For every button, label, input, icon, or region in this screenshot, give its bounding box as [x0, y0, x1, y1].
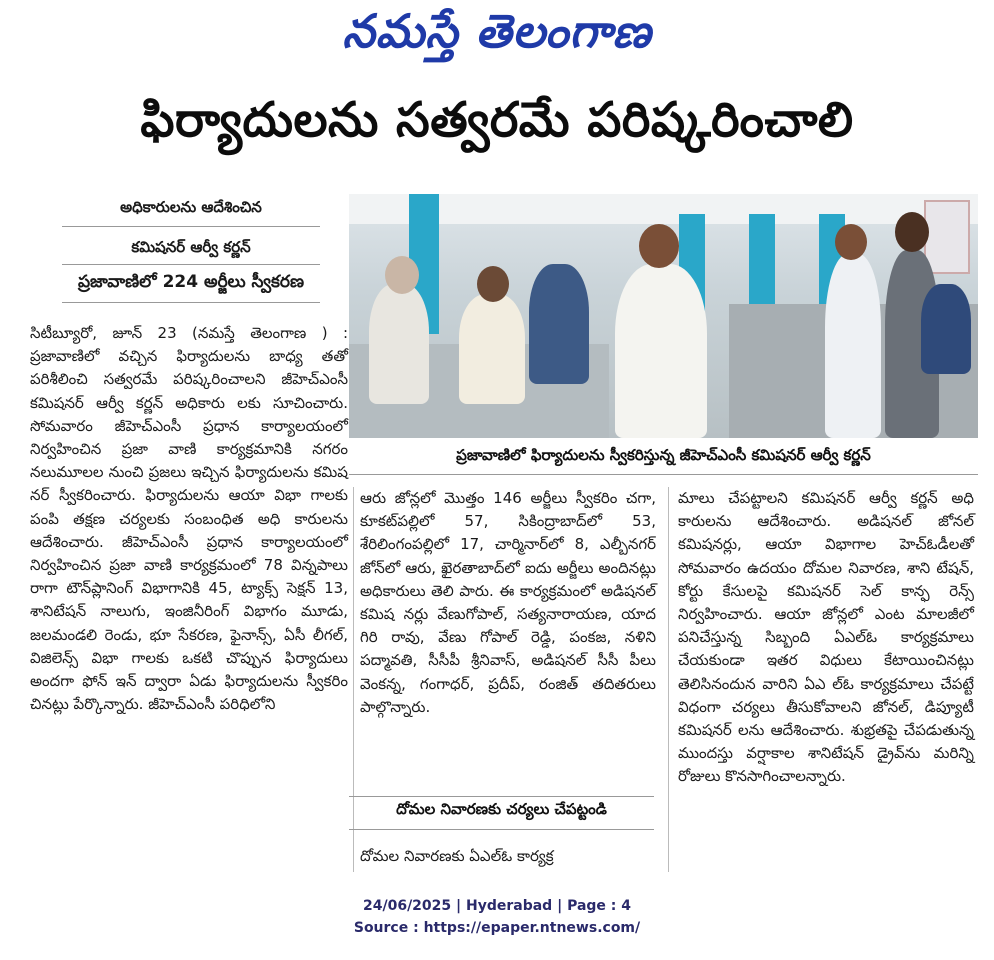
photo-person	[825, 254, 881, 438]
deck-divider	[62, 226, 320, 227]
deck-divider	[62, 264, 320, 265]
deck-line-2: కమిషనర్ ఆర్వీ కర్ణన్	[131, 238, 251, 256]
photo-caption: ప్రజావాణిలో ఫిర్యాదులను స్వీకరిస్తున్న జీహెచ్ఎంసీ కమిషనర్ ఆర్వీ కర్ణన్	[456, 446, 871, 464]
photo-ceiling	[349, 194, 978, 224]
deck-line-3: ప్రజావాణిలో 224 అర్జీలు స్వీకరణ	[77, 272, 305, 292]
photo-person-head	[835, 224, 867, 260]
photo-person	[615, 264, 707, 438]
article-paragraph: ఆరు జోన్లలో మొత్తం 146 అర్జీలు స్వీకరిం చగా, కూకట్‌పల్లిలో 57, సికింద్రాబాద్‌లో 53, శేరిలింగంపల్లిలో 17, చార్మినార్‌లో 8, ఎల్బీనగర్ జోన్‌లో ఆరు, ఖైరతాబాద్‌లో ఐదు అర్జీలు అందినట్లు అధికారులు తెలి పారు. ఈ కార్యక్రమంలో అడిషనల్ కమిష నర్లు వేణుగోపాల్, సత్యనారాయణ, యాద గిరి రావు, వేణు గోపాల్ రెడ్డి, పంకజ, నళిని పద్మావతి, సీసీపీ శ్రీనివాస్, అడిషనల్ సీసీ పీలు వెంకన్న, గంగాధర్, ప్రదీప్, రంజిత్ తదితరులు పాల్గొన్నారు.	[360, 489, 656, 716]
article-paragraph: దోమల నివారణకు ఏఎల్ఓ కార్యక్ర	[360, 847, 554, 865]
deck-divider	[62, 302, 320, 303]
photo-person	[529, 264, 589, 384]
column-divider	[668, 487, 669, 872]
deck-line-1: అధికారులను ఆదేశించిన	[120, 198, 262, 216]
subhead-divider	[349, 829, 654, 830]
photo-person-head	[639, 224, 679, 268]
newspaper-masthead: నమస్తే తెలంగాణ	[342, 4, 652, 58]
article-column-3	[678, 487, 974, 789]
photo-person	[921, 284, 971, 374]
article-paragraph: మాలు చేపట్టాలని కమిషనర్ ఆర్వీ కర్ణన్ అధి కారులను ఆదేశించారు. అడిషనల్ జోనల్ కమిషనర్లు, ఆయా విభాగాల హెచ్ఓడీలతో సోమవారం ఉదయం దోమల నివారణ, శాని టేషన్, కోర్టు కేసులపై కమిషనర్ సెల్ కాన్ఫ రెన్స్ నిర్వహించారు. ఆయా జోన్లలో ఎంట మాలజీలో పనిచేస్తున్న సిబ్బంది ఏఎల్ఓ కార్యక్రమాలు చేయకుండా ఇతర విధులు కేటాయించినట్లు తెలిసినందున వారిని ఏఎ ల్ఓ కార్యక్రమాలు చేపట్టే విధంగా చర్యలు తీసుకోవాలని జోనల్, డిప్యూటీ కమిషనర్ లను ఆదేశించారు. శుభ్రతపై చేపడుతున్న ముందస్తు వర్షాకాల శానిటేషన్ డ్రైవ్‌ను మరిన్ని రోజులు కొనసాగించాలన్నారు.	[678, 489, 974, 786]
news-photo	[349, 194, 978, 438]
article-headline: ఫిర్యాదులను సత్వరమే పరిష్కరించాలి	[140, 92, 854, 148]
section-subhead: దోమల నివారణకు చర్యలు చేపట్టండి	[396, 800, 607, 818]
photo-window	[924, 200, 970, 274]
publication-info: 24/06/2025 | Hyderabad | Page : 4	[362, 898, 632, 914]
photo-person-head	[477, 266, 509, 302]
caption-divider	[349, 474, 978, 475]
article-column-1	[30, 322, 348, 716]
photo-person-head	[385, 256, 419, 294]
photo-person	[459, 294, 525, 404]
article-column-2	[360, 487, 656, 719]
article-paragraph: సిటీబ్యూరో, జూన్ 23 (నమస్తే తెలంగాణ ) : ప్రజావాణిలో వచ్చిన ఫిర్యాదులను బాధ్య తతో పరిశీలించి సత్వరమే పరిష్కరించాలని జీహెచ్ఎంసీ కమిషనర్ ఆర్వీ కర్ణన్ అధికారు లకు సూచించారు. సోమవారం జీహెచ్ఎంసీ ప్రధాన కార్యాలయంలో నిర్వహించిన ప్రజా వాణి కార్యక్రమానికి నగరం నలుమూలల నుంచి ప్రజలు ఇచ్చిన ఫిర్యాదులను కమిష నర్ స్వీకరించారు. ఫిర్యాదులను ఆయా విభా గాలకు పంపి తక్షణ చర్యలకు సంబంధిత అధి కారులను ఆదేశించారు. జీహెచ్ఎంసీ ప్రధాన కార్యాలయంలో నిర్వహించిన ప్రజా వాణి కార్యక్రమంలో 78 విన్నపాలు రాగా టౌన్‌ప్లానింగ్ విభాగానికి 45, ట్యాక్స్ సెక్షన్ 13, శానిటేషన్ నాలుగు, ఇంజినీరింగ్ విభాగం మూడు, జలమండలి రెండు, భూ సేకరణ, ఫైనాన్స్, ఏసీ లీగల్, విజిలెన్స్ విభా గాలకు ఒకటి చొప్పున ఫిర్యాదులు అందగా ఫోన్ ఇన్ ద్వారా ఏడు ఫిర్యాదులను స్వీకరిం చినట్లు పేర్కొన్నారు. జీహెచ్ఎంసీ పరిధిలోని	[30, 324, 348, 714]
photo-person	[369, 284, 429, 404]
photo-person-head	[895, 212, 929, 252]
source-link[interactable]: Source : https://epaper.ntnews.com/	[353, 920, 641, 936]
subhead-divider	[349, 796, 654, 797]
